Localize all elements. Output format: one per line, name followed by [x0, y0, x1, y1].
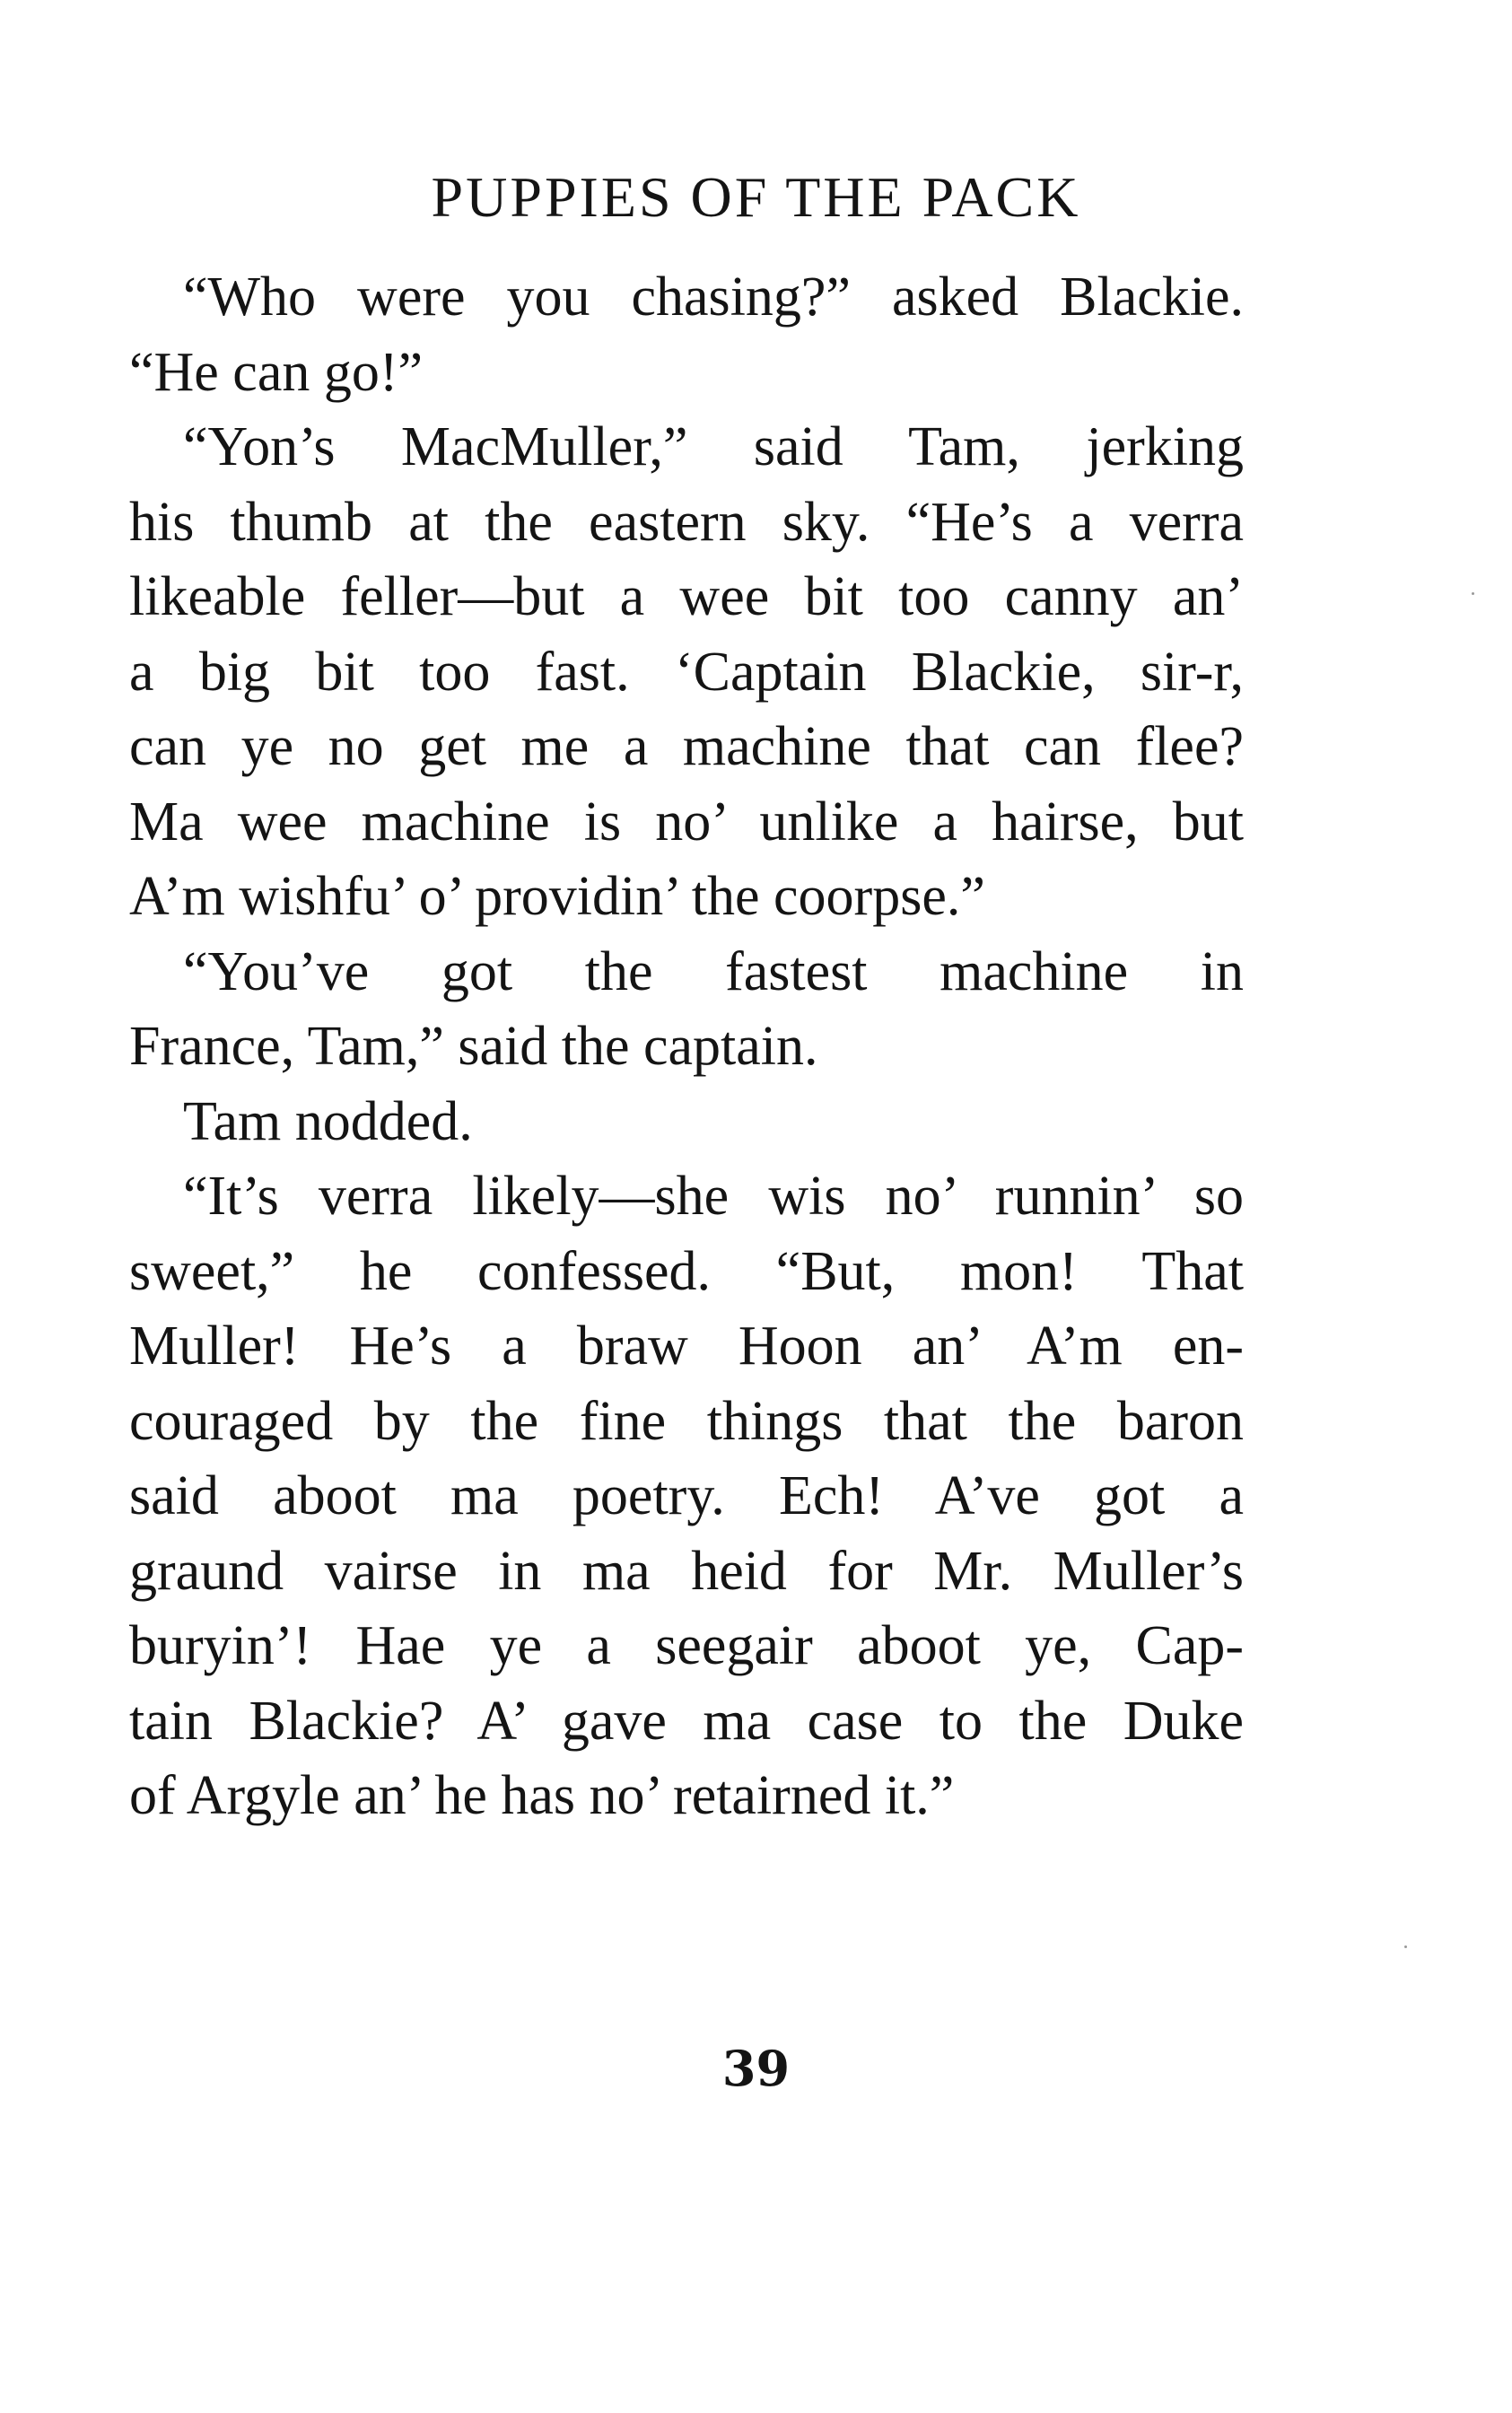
text-line: “He can go!”	[129, 341, 424, 403]
text-line: Tam nodded.	[183, 1090, 473, 1152]
text-line: “Yon’s MacMuller,” said Tam, jerking	[183, 416, 1244, 477]
text-line: graund vairse in ma heid for Mr. Muller’s	[129, 1540, 1244, 1602]
scan-speck	[1404, 1945, 1407, 1948]
text-line: couraged by the fine things that the baron	[129, 1390, 1244, 1452]
text-line: A’m wishfu’ o’ providin’ the coorpse.”	[129, 866, 985, 927]
text-line: France, Tam,” said the captain.	[129, 1016, 818, 1077]
text-line: can ye no get me a machine that can flee?	[129, 716, 1244, 777]
text-line: “Who were you chasing?” asked Blackie.	[183, 267, 1244, 328]
page-number: 39	[721, 2040, 791, 2097]
text-line: Ma wee machine is no’ unlike a hairse, but	[129, 791, 1244, 852]
text-line: likeable feller—but a wee bit too canny an’	[129, 566, 1244, 627]
text-line: “You’ve got the fastest machine in	[183, 940, 1244, 1002]
text-line: said aboot ma poetry. Ech! A’ve got a	[129, 1465, 1244, 1526]
text-line: his thumb at the eastern sky. “He’s a verra	[129, 491, 1244, 553]
text-line: of Argyle an’ he has no’ retairned it.”	[129, 1765, 955, 1826]
text-line: tain Blackie? A’ gave ma case to the Duke	[129, 1690, 1244, 1752]
running-head: PUPPIES OF THE PACK	[431, 165, 1081, 229]
text-line: sweet,” he confessed. “But, mon! That	[129, 1240, 1244, 1302]
text-line: “It’s verra likely—she wis no’ runnin’ so	[183, 1166, 1244, 1227]
body-text	[129, 260, 1244, 1834]
text-line: a big bit too fast. ‘Captain Blackie, sir-r,	[129, 641, 1244, 703]
scan-speck	[1472, 592, 1474, 595]
text-line: Muller! He’s a braw Hoon an’ A’m en-	[129, 1316, 1244, 1377]
text-line: buryin’! Hae ye a seegair aboot ye, Cap-	[129, 1615, 1244, 1676]
